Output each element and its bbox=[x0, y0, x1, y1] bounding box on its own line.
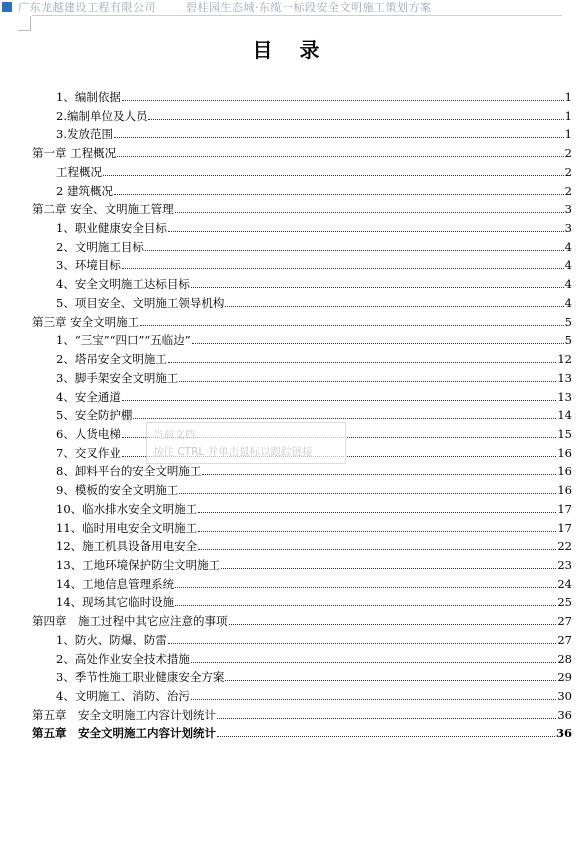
page-title: 目 录 bbox=[252, 38, 330, 62]
toc-entry-page: 23 bbox=[557, 558, 572, 572]
toc-dot-leader bbox=[145, 250, 564, 251]
toc-entry[interactable] bbox=[32, 142, 572, 160]
toc-entry[interactable] bbox=[56, 348, 572, 366]
toc-entry[interactable] bbox=[56, 666, 572, 684]
toc-entry-page: 4 bbox=[564, 295, 572, 310]
toc-entry-label: 第三章 安全文明施工 bbox=[32, 314, 140, 329]
toc-entry-label: 4、安全通道 bbox=[56, 389, 121, 404]
tooltip-line-2: 按住 CTRL 并单击鼠标以跟踪链接 bbox=[153, 446, 313, 458]
toc-dot-leader bbox=[225, 680, 556, 681]
toc-entry-label: 1、编制依据 bbox=[56, 90, 121, 104]
page-header bbox=[0, 0, 582, 14]
toc-entry-page: 25 bbox=[557, 595, 572, 610]
toc-entry[interactable] bbox=[56, 554, 572, 572]
toc-dot-leader bbox=[122, 100, 564, 101]
margin-corner-mark bbox=[30, 16, 31, 30]
toc-entry-label: 7、交叉作业 bbox=[56, 445, 121, 460]
toc-entry-page: 2 bbox=[564, 146, 572, 161]
toc-entry-label: 1、“三宝”“四口”“五临边” bbox=[56, 333, 191, 348]
toc-entry[interactable] bbox=[56, 591, 572, 609]
header-project: 碧桂园生态城·东缆一标段安全文明施工策划方案 bbox=[186, 1, 432, 14]
toc-entry[interactable] bbox=[56, 236, 572, 254]
toc-dot-leader bbox=[168, 231, 564, 232]
toc-entry-page: 1 bbox=[564, 90, 572, 104]
toc-entry-page: 16 bbox=[557, 445, 572, 460]
toc-dot-leader bbox=[225, 306, 563, 307]
toc-entry[interactable] bbox=[56, 273, 572, 291]
toc-entry-label: 工程概况 bbox=[56, 164, 102, 179]
header-divider bbox=[32, 15, 562, 16]
toc-entry-page: 14 bbox=[557, 408, 572, 423]
toc-entry-page: 15 bbox=[557, 426, 572, 441]
toc-dot-leader bbox=[133, 418, 556, 419]
toc-dot-leader bbox=[122, 268, 564, 269]
toc-entry[interactable] bbox=[56, 517, 572, 535]
toc-entry-label: 第五章 安全文明施工内容计划统计 bbox=[32, 726, 216, 741]
toc-dot-leader bbox=[175, 212, 564, 213]
company-logo-icon bbox=[2, 2, 12, 12]
tooltip-line-1: 当前文档 bbox=[153, 429, 195, 441]
toc-entry-label: 3、脚手架安全文明施工 bbox=[56, 370, 179, 385]
toc-entry[interactable] bbox=[56, 161, 572, 179]
toc-entry[interactable] bbox=[56, 685, 572, 703]
toc-entry-label: 第四章 施工过程中其它应注意的事项 bbox=[32, 614, 228, 629]
toc-dot-leader bbox=[217, 718, 556, 719]
toc-dot-leader bbox=[198, 549, 556, 550]
toc-dot-leader bbox=[229, 624, 557, 625]
toc-entry-label: 9、模板的安全文明施工 bbox=[56, 483, 179, 498]
toc-entry[interactable] bbox=[56, 404, 572, 422]
toc-entry-page: 4 bbox=[564, 258, 572, 273]
toc-entry-label: 3、季节性施工职业健康安全方案 bbox=[56, 670, 225, 685]
toc-entry-page: 1 bbox=[564, 127, 572, 142]
toc-entry-page: 16 bbox=[557, 464, 572, 479]
toc-entry-label: 2、塔吊安全文明施工 bbox=[56, 352, 167, 367]
toc-entry-page: 17 bbox=[557, 520, 572, 535]
toc-entry-page: 4 bbox=[564, 239, 572, 254]
toc-dot-leader bbox=[168, 362, 557, 363]
toc-entry-page: 2 bbox=[564, 164, 572, 179]
toc-entry-page: 27 bbox=[557, 632, 572, 647]
toc-entry-page: 1 bbox=[564, 108, 572, 123]
toc-dot-leader bbox=[122, 400, 557, 401]
toc-entry[interactable] bbox=[56, 367, 572, 385]
toc-dot-leader bbox=[198, 512, 556, 513]
toc-entry-page: 3 bbox=[564, 221, 572, 236]
toc-entry-page: 3 bbox=[564, 202, 572, 217]
toc-entry[interactable] bbox=[56, 105, 572, 123]
toc-entry-label: 第二章 安全、文明施工管理 bbox=[32, 202, 174, 217]
toc-entry[interactable] bbox=[56, 217, 572, 235]
toc-entry-page: 13 bbox=[557, 389, 572, 404]
toc-entry-label: 14、现场其它临时设施 bbox=[56, 595, 175, 610]
toc-dot-leader bbox=[168, 643, 557, 644]
toc-entry-label: 1、职业健康安全目标 bbox=[56, 221, 167, 236]
toc-entry-label: 5、安全防护棚 bbox=[56, 408, 133, 423]
toc-entry[interactable] bbox=[56, 180, 572, 198]
toc-entry[interactable] bbox=[56, 629, 572, 647]
toc-dot-leader bbox=[114, 194, 564, 195]
toc-entry[interactable] bbox=[56, 648, 572, 666]
toc-entry-page: 36 bbox=[555, 726, 572, 741]
toc-entry-page: 16 bbox=[557, 483, 572, 498]
toc-entry-label: 3.发放范围 bbox=[56, 127, 113, 142]
toc-entry-label: 8、卸料平台的安全文明施工 bbox=[56, 464, 202, 479]
toc-entry-page: 24 bbox=[557, 576, 572, 591]
toc-entry-label: 10、临水排水安全文明施工 bbox=[56, 501, 198, 516]
toc-entry[interactable] bbox=[56, 498, 572, 516]
toc-entry[interactable] bbox=[56, 254, 572, 272]
toc-entry[interactable] bbox=[56, 123, 572, 141]
toc-entry-label: 2、文明施工目标 bbox=[56, 239, 144, 254]
toc-dot-leader bbox=[140, 325, 564, 326]
toc-entry-label: 2.编制单位及人员 bbox=[56, 108, 148, 123]
toc-dot-leader bbox=[221, 568, 556, 569]
toc-dot-leader bbox=[117, 156, 564, 157]
toc-entry-label: 第一章 工程概况 bbox=[32, 146, 117, 161]
toc-entry-page: 17 bbox=[557, 501, 572, 516]
toc-entry-label: 11、临时用电安全文明施工 bbox=[56, 520, 198, 535]
toc-entry[interactable] bbox=[32, 610, 572, 628]
toc-entry[interactable] bbox=[32, 198, 572, 216]
toc-entry-page: 28 bbox=[557, 651, 572, 666]
toc-entry-label: 12、施工机具设备用电安全 bbox=[56, 539, 198, 554]
toc-entry-label: 5、项目安全、文明施工领导机构 bbox=[56, 295, 225, 310]
toc-entry-page: 27 bbox=[557, 614, 572, 629]
toc-entry[interactable] bbox=[56, 386, 572, 404]
toc-entry[interactable] bbox=[32, 311, 572, 329]
toc-entry-page: 2 bbox=[564, 183, 572, 198]
toc-entry[interactable] bbox=[56, 479, 572, 497]
toc-dot-leader bbox=[114, 137, 564, 138]
toc-entry-page: 12 bbox=[557, 352, 572, 367]
toc-dot-leader bbox=[191, 699, 557, 700]
toc-entry-label: 1、防火、防爆、防雷 bbox=[56, 632, 167, 647]
toc-entry-label: 第五章 安全文明施工内容计划统计 bbox=[32, 707, 216, 722]
toc-entry-page: 5 bbox=[564, 314, 572, 329]
toc-dot-leader bbox=[103, 175, 564, 176]
toc-dot-leader bbox=[175, 605, 556, 606]
toc-entry-label: 4、文明施工、消防、治污 bbox=[56, 689, 190, 704]
toc-entry[interactable] bbox=[56, 86, 572, 104]
header-company: 广东龙越建设工程有限公司 bbox=[18, 1, 156, 14]
toc-entry-page: 13 bbox=[557, 370, 572, 385]
toc-entry-page: 36 bbox=[557, 707, 572, 722]
toc-dot-leader bbox=[175, 587, 556, 588]
toc-entry-page: 4 bbox=[564, 277, 572, 292]
link-tooltip bbox=[146, 422, 346, 464]
toc-entry-page: 5 bbox=[564, 333, 572, 348]
toc-entry-label: 13、工地环境保护防尘文明施工 bbox=[56, 558, 221, 572]
toc-entry[interactable] bbox=[32, 704, 572, 722]
toc-entry-label: 2、高处作业安全技术措施 bbox=[56, 651, 190, 666]
toc-entry[interactable] bbox=[56, 292, 572, 310]
toc-entry-label: 3、环境目标 bbox=[56, 258, 121, 273]
toc-entry-page: 22 bbox=[557, 539, 572, 554]
toc-entry-page: 30 bbox=[557, 689, 572, 704]
toc-entry-label: 4、安全文明施工达标目标 bbox=[56, 277, 190, 292]
toc-entry-label: 2 建筑概况 bbox=[56, 183, 113, 198]
toc-entry-page: 29 bbox=[557, 670, 572, 685]
toc-entry[interactable] bbox=[56, 573, 572, 591]
toc-entry[interactable] bbox=[56, 329, 572, 347]
margin-corner-mark-horizontal bbox=[18, 30, 31, 31]
toc-dot-leader bbox=[179, 381, 556, 382]
toc-dot-leader bbox=[191, 287, 564, 288]
toc-entry-label: 6、人货电梯 bbox=[56, 426, 121, 441]
toc-entry-label: 14、工地信息管理系统 bbox=[56, 576, 175, 591]
toc-dot-leader bbox=[217, 736, 555, 737]
toc-dot-leader bbox=[191, 662, 557, 663]
toc-dot-leader bbox=[148, 119, 563, 120]
toc-dot-leader bbox=[198, 531, 556, 532]
toc-dot-leader bbox=[192, 343, 564, 344]
toc-dot-leader bbox=[179, 493, 556, 494]
toc-entry[interactable] bbox=[32, 722, 572, 740]
toc-dot-leader bbox=[202, 474, 556, 475]
toc-entry[interactable] bbox=[56, 535, 572, 553]
